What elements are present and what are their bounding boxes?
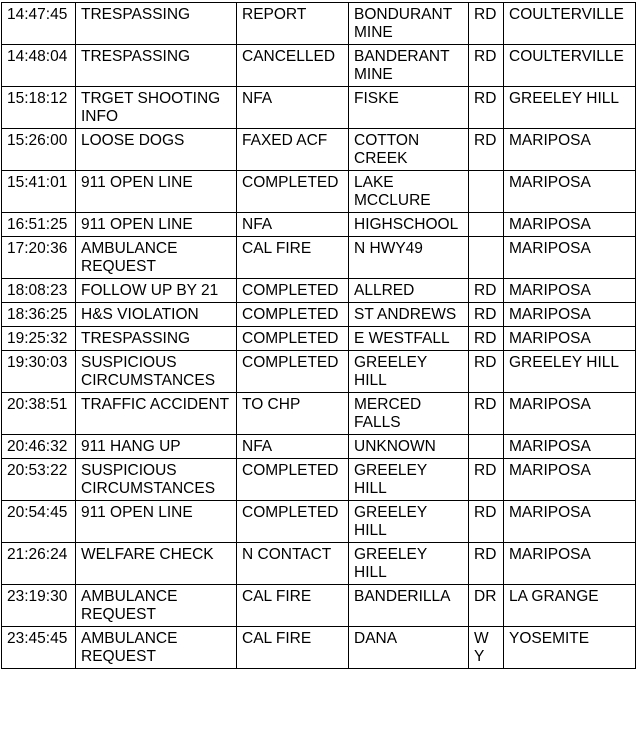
- disposition-cell: COMPLETED: [237, 351, 349, 393]
- call-type-cell: AMBULANCE REQUEST: [76, 237, 237, 279]
- call-type-cell: 911 OPEN LINE: [76, 171, 237, 213]
- call-log-table: [1, 2, 636, 669]
- time-cell: 20:46:32: [2, 435, 76, 459]
- table-row: [2, 3, 636, 45]
- table-row: [2, 327, 636, 351]
- time-cell: 15:18:12: [2, 87, 76, 129]
- street-suffix-cell: RD: [469, 303, 504, 327]
- city-cell: MARIPOSA: [504, 459, 636, 501]
- call-type-cell: AMBULANCE REQUEST: [76, 627, 237, 669]
- disposition-cell: REPORT: [237, 3, 349, 45]
- table-row: [2, 501, 636, 543]
- street-cell: DANA: [349, 627, 469, 669]
- call-type-cell: TRAFFIC ACCIDENT: [76, 393, 237, 435]
- disposition-cell: COMPLETED: [237, 279, 349, 303]
- time-cell: 23:19:30: [2, 585, 76, 627]
- street-suffix-cell: RD: [469, 45, 504, 87]
- time-cell: 20:53:22: [2, 459, 76, 501]
- table-row: [2, 459, 636, 501]
- city-cell: MARIPOSA: [504, 543, 636, 585]
- street-cell: BONDURANT MINE: [349, 3, 469, 45]
- street-cell: BANDERANT MINE: [349, 45, 469, 87]
- time-cell: 19:25:32: [2, 327, 76, 351]
- city-cell: GREELEY HILL: [504, 351, 636, 393]
- street-suffix-cell: RD: [469, 501, 504, 543]
- street-cell: MERCED FALLS: [349, 393, 469, 435]
- city-cell: MARIPOSA: [504, 303, 636, 327]
- street-cell: ST ANDREWS: [349, 303, 469, 327]
- table-row: [2, 435, 636, 459]
- call-type-cell: TRGET SHOOTING INFO: [76, 87, 237, 129]
- table-row: [2, 237, 636, 279]
- call-type-cell: WELFARE CHECK: [76, 543, 237, 585]
- street-cell: GREELEY HILL: [349, 459, 469, 501]
- time-cell: 14:47:45: [2, 3, 76, 45]
- street-cell: E WESTFALL: [349, 327, 469, 351]
- call-type-cell: SUSPICIOUS CIRCUMSTANCES: [76, 459, 237, 501]
- time-cell: 17:20:36: [2, 237, 76, 279]
- time-cell: 20:54:45: [2, 501, 76, 543]
- disposition-cell: CAL FIRE: [237, 585, 349, 627]
- city-cell: MARIPOSA: [504, 501, 636, 543]
- street-suffix-cell: RD: [469, 459, 504, 501]
- street-suffix-cell: [469, 237, 504, 279]
- time-cell: 15:41:01: [2, 171, 76, 213]
- disposition-cell: CANCELLED: [237, 45, 349, 87]
- call-type-cell: FOLLOW UP BY 21: [76, 279, 237, 303]
- street-suffix-cell: [469, 171, 504, 213]
- street-suffix-cell: DR: [469, 585, 504, 627]
- call-type-cell: TRESPASSING: [76, 327, 237, 351]
- call-type-cell: 911 OPEN LINE: [76, 501, 237, 543]
- table-row: [2, 129, 636, 171]
- street-suffix-cell: WY: [469, 627, 504, 669]
- city-cell: MARIPOSA: [504, 435, 636, 459]
- street-cell: FISKE: [349, 87, 469, 129]
- street-cell: ALLRED: [349, 279, 469, 303]
- street-cell: UNKNOWN: [349, 435, 469, 459]
- city-cell: MARIPOSA: [504, 171, 636, 213]
- city-cell: YOSEMITE: [504, 627, 636, 669]
- city-cell: COULTERVILLE: [504, 3, 636, 45]
- street-suffix-cell: RD: [469, 543, 504, 585]
- city-cell: MARIPOSA: [504, 129, 636, 171]
- disposition-cell: N CONTACT: [237, 543, 349, 585]
- table-row: [2, 627, 636, 669]
- street-cell: GREELEY HILL: [349, 351, 469, 393]
- disposition-cell: TO CHP: [237, 393, 349, 435]
- call-type-cell: 911 HANG UP: [76, 435, 237, 459]
- call-type-cell: H&S VIOLATION: [76, 303, 237, 327]
- time-cell: 21:26:24: [2, 543, 76, 585]
- disposition-cell: CAL FIRE: [237, 627, 349, 669]
- table-row: [2, 393, 636, 435]
- call-type-cell: TRESPASSING: [76, 3, 237, 45]
- street-cell: HIGHSCHOOL: [349, 213, 469, 237]
- table-row: [2, 279, 636, 303]
- table-row: [2, 45, 636, 87]
- time-cell: 16:51:25: [2, 213, 76, 237]
- time-cell: 20:38:51: [2, 393, 76, 435]
- time-cell: 15:26:00: [2, 129, 76, 171]
- time-cell: 18:36:25: [2, 303, 76, 327]
- table-row: [2, 543, 636, 585]
- table-row: [2, 213, 636, 237]
- street-cell: GREELEY HILL: [349, 543, 469, 585]
- street-cell: GREELEY HILL: [349, 501, 469, 543]
- time-cell: 19:30:03: [2, 351, 76, 393]
- street-cell: LAKE MCCLURE: [349, 171, 469, 213]
- disposition-cell: CAL FIRE: [237, 237, 349, 279]
- street-suffix-cell: [469, 213, 504, 237]
- disposition-cell: COMPLETED: [237, 459, 349, 501]
- call-type-cell: 911 OPEN LINE: [76, 213, 237, 237]
- table-row: [2, 585, 636, 627]
- city-cell: LA GRANGE: [504, 585, 636, 627]
- call-type-cell: TRESPASSING: [76, 45, 237, 87]
- call-log-body: [2, 3, 636, 669]
- street-suffix-cell: RD: [469, 279, 504, 303]
- street-suffix-cell: RD: [469, 3, 504, 45]
- table-row: [2, 303, 636, 327]
- disposition-cell: NFA: [237, 213, 349, 237]
- disposition-cell: COMPLETED: [237, 171, 349, 213]
- time-cell: 23:45:45: [2, 627, 76, 669]
- city-cell: COULTERVILLE: [504, 45, 636, 87]
- city-cell: MARIPOSA: [504, 237, 636, 279]
- street-suffix-cell: RD: [469, 393, 504, 435]
- disposition-cell: FAXED ACF: [237, 129, 349, 171]
- time-cell: 18:08:23: [2, 279, 76, 303]
- disposition-cell: COMPLETED: [237, 327, 349, 351]
- time-cell: 14:48:04: [2, 45, 76, 87]
- call-type-cell: AMBULANCE REQUEST: [76, 585, 237, 627]
- street-cell: COTTON CREEK: [349, 129, 469, 171]
- street-suffix-cell: RD: [469, 129, 504, 171]
- table-row: [2, 171, 636, 213]
- disposition-cell: NFA: [237, 87, 349, 129]
- street-cell: BANDERILLA: [349, 585, 469, 627]
- street-cell: N HWY49: [349, 237, 469, 279]
- city-cell: MARIPOSA: [504, 213, 636, 237]
- table-row: [2, 87, 636, 129]
- street-suffix-cell: RD: [469, 327, 504, 351]
- disposition-cell: COMPLETED: [237, 303, 349, 327]
- street-suffix-cell: RD: [469, 351, 504, 393]
- city-cell: MARIPOSA: [504, 327, 636, 351]
- street-suffix-cell: RD: [469, 87, 504, 129]
- city-cell: MARIPOSA: [504, 279, 636, 303]
- table-row: [2, 351, 636, 393]
- city-cell: GREELEY HILL: [504, 87, 636, 129]
- street-suffix-cell: [469, 435, 504, 459]
- disposition-cell: COMPLETED: [237, 501, 349, 543]
- disposition-cell: NFA: [237, 435, 349, 459]
- call-type-cell: SUSPICIOUS CIRCUMSTANCES: [76, 351, 237, 393]
- call-type-cell: LOOSE DOGS: [76, 129, 237, 171]
- city-cell: MARIPOSA: [504, 393, 636, 435]
